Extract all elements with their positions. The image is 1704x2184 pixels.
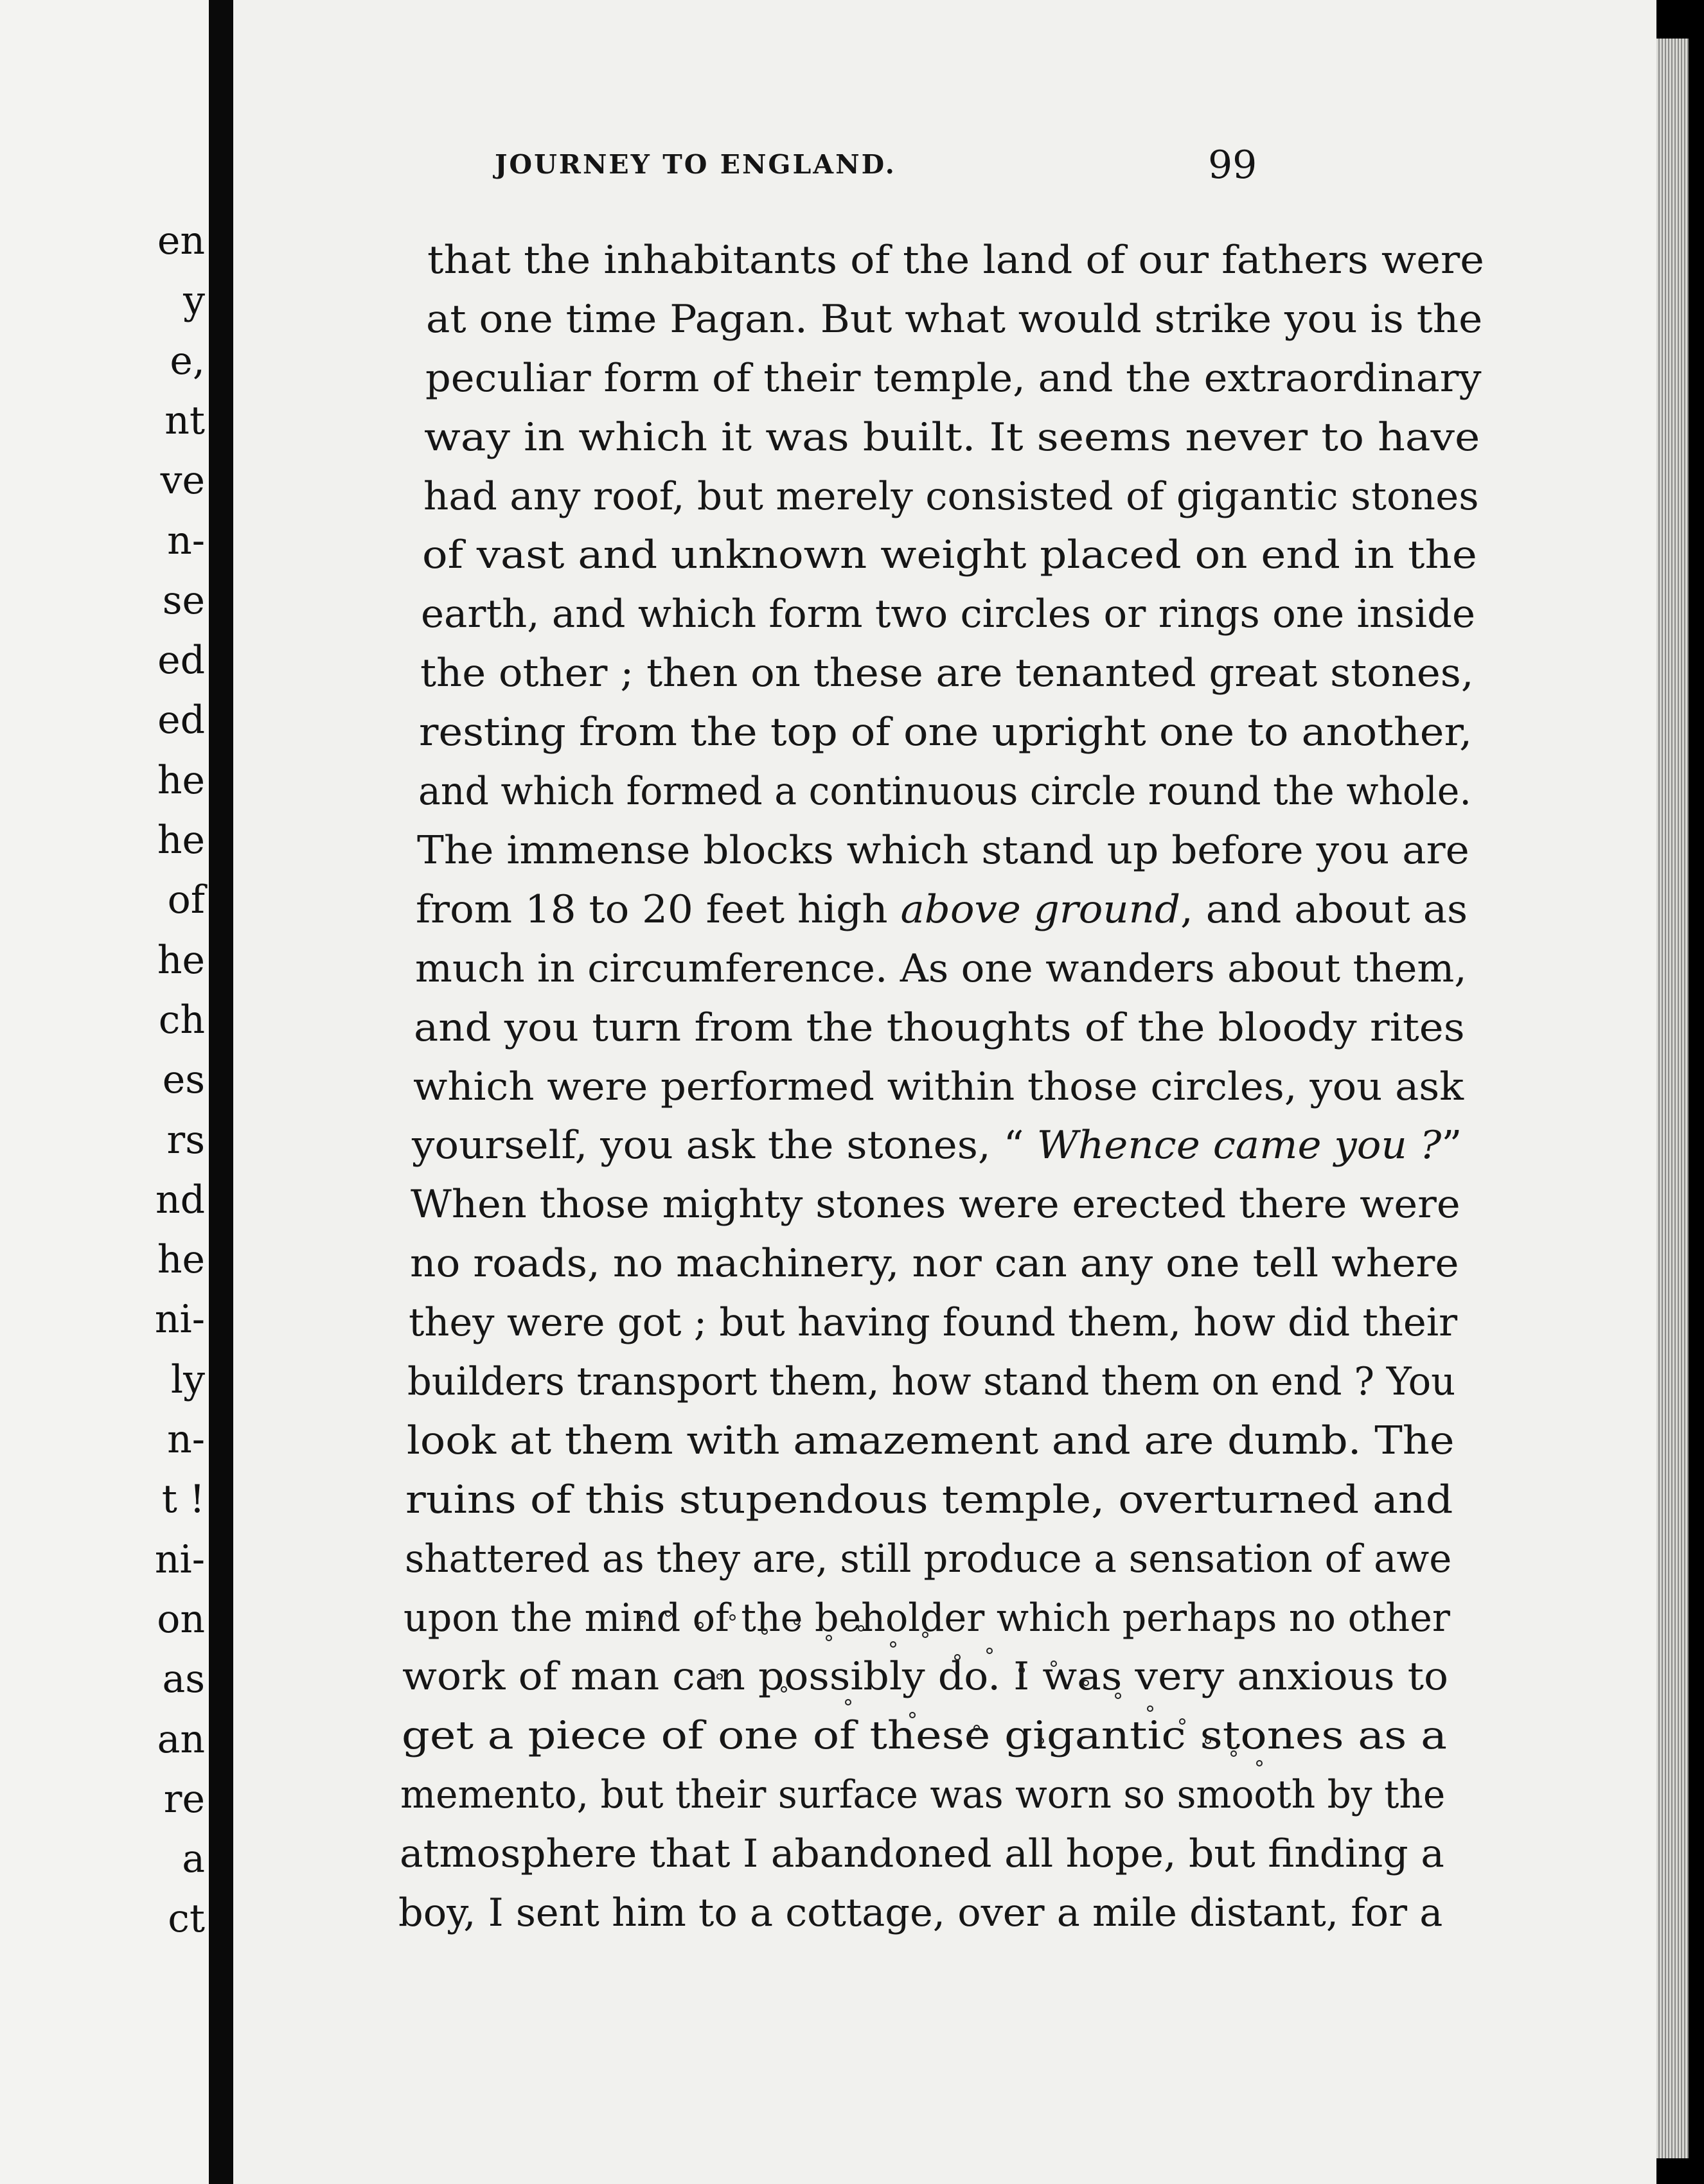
line-text: The immense blocks which stand up before you are	[416, 827, 1469, 873]
body-line	[406, 1418, 1455, 1463]
left-page-fragment: he	[157, 1237, 205, 1283]
book-gutter	[209, 0, 233, 2184]
left-page-fragment: e,	[170, 338, 205, 383]
line-text: no roads, no machinery, nor can any one tell where	[409, 1241, 1459, 1287]
line-text: yourself, you ask the stones, “	[411, 1123, 1037, 1168]
body-line	[401, 1713, 1447, 1759]
body-line	[404, 1536, 1451, 1581]
line-text: memento, but their surface was worn so smooth by the	[400, 1772, 1446, 1818]
body-line	[407, 1359, 1456, 1404]
left-page-fragment: re	[163, 1776, 205, 1822]
body-line	[426, 296, 1483, 342]
body-line	[422, 533, 1477, 578]
line-text: atmosphere that I abandoned all hope, but finding a	[399, 1831, 1444, 1877]
left-facing-page	[0, 0, 209, 2184]
left-page-fragment: se	[162, 577, 205, 623]
line-text: that the inhabitants of the land of our fathers were	[427, 238, 1484, 283]
line-text: way in which it was built. It seems never to have	[424, 414, 1480, 460]
line-text: earth, and which form two circles or rings one inside	[421, 592, 1476, 637]
line-text: work of man can possibly do. I was very anxious to	[402, 1654, 1449, 1700]
line-text: builders transport them, how stand them on end ? You	[407, 1359, 1456, 1404]
line-text: the other ; then on these are tenanted great stones,	[420, 651, 1474, 696]
line-text: When those mighty stones were erected there were	[411, 1182, 1460, 1228]
body-line	[425, 355, 1482, 401]
body-line	[416, 827, 1469, 873]
italic-text: above ground	[900, 886, 1181, 932]
page-edges	[1656, 39, 1689, 2158]
left-page-fragment: es	[162, 1057, 205, 1103]
line-text: boy, I sent him to a cottage, over a mile distant, for a	[398, 1890, 1443, 1935]
left-page-fragment: en	[157, 218, 205, 263]
left-page-fragment: n-	[167, 1417, 205, 1462]
body-line	[411, 1182, 1460, 1228]
italic-text: Whence came you ?	[1036, 1123, 1442, 1168]
line-text: had any roof, but merely consisted of gigantic stones	[423, 473, 1479, 519]
left-page-fragment: an	[157, 1716, 205, 1762]
body-line	[398, 1890, 1443, 1935]
left-page-fragment: rs	[166, 1117, 205, 1163]
line-text: shattered as they are, still produce a sensation of awe	[404, 1536, 1451, 1581]
left-page-fragment: ni-	[154, 1537, 205, 1582]
left-page-fragment: nt	[164, 398, 205, 443]
line-text: look at them with amazement and are dumb. The	[406, 1418, 1455, 1463]
line-text: resting from the top of one upright one to another,	[419, 710, 1473, 755]
body-line	[409, 1241, 1459, 1287]
left-page-fragment: y	[183, 278, 205, 324]
left-page-fragment: n-	[167, 518, 205, 563]
line-text: and which formed a continuous circle round the whole.	[418, 769, 1471, 815]
body-line	[405, 1477, 1453, 1522]
line-text: , and about as	[1180, 886, 1468, 932]
line-text: at one time Pagan. But what would strike you is the	[426, 296, 1483, 342]
line-text: peculiar form of their temple, and the extraordinary	[425, 355, 1482, 401]
line-text: much in circumference. As one wanders about them,	[414, 946, 1467, 991]
running-head: JOURNEY TO ENGLAND.	[495, 149, 896, 180]
body-line	[399, 1831, 1444, 1877]
left-page-fragment: of	[167, 877, 205, 923]
line-text: and you turn from the thoughts of the bloody rites	[414, 1005, 1465, 1050]
body-line	[427, 238, 1484, 283]
left-page-fragment: ly	[170, 1357, 205, 1402]
body-line	[414, 946, 1467, 991]
line-text: of vast and unknown weight placed on end in the	[422, 533, 1477, 578]
left-page-fragment: as	[162, 1657, 205, 1702]
left-page-fragment: a	[182, 1836, 205, 1882]
body-line	[423, 473, 1479, 519]
left-page-fragment: t !	[161, 1477, 205, 1522]
line-text: from 18 to 20 feet high	[416, 886, 901, 932]
body-line	[402, 1654, 1449, 1700]
left-page-fragment: nd	[155, 1177, 205, 1222]
left-page-fragment: he	[157, 757, 205, 803]
line-text: upon the mind of the beholder which perhaps no other	[404, 1595, 1450, 1641]
line-text: ”	[1441, 1123, 1462, 1168]
page-number: 99	[1208, 143, 1257, 188]
left-page-fragment: he	[157, 818, 205, 863]
line-text: they were got ; but having found them, how did their	[409, 1300, 1458, 1346]
line-text: get a piece of one of these gigantic stones as a	[401, 1713, 1447, 1759]
body-line	[413, 1064, 1464, 1109]
body-line	[421, 592, 1476, 637]
body-line	[409, 1300, 1458, 1346]
body-line	[424, 414, 1480, 460]
left-page-fragment: ni-	[154, 1297, 205, 1343]
left-page-fragment: ct	[168, 1896, 205, 1942]
body-line	[416, 886, 1468, 932]
left-page-fragment: ed	[157, 698, 205, 743]
left-page-fragment: ed	[157, 638, 205, 683]
left-page-fragment: on	[157, 1596, 205, 1642]
body-line	[418, 769, 1471, 815]
left-page-fragment: ve	[160, 458, 205, 504]
body-line	[420, 651, 1474, 696]
body-line	[400, 1772, 1446, 1818]
left-page-fragment: ch	[158, 997, 205, 1043]
line-text: ruins of this stupendous temple, overturned and	[405, 1477, 1453, 1522]
body-line	[404, 1595, 1450, 1641]
body-line	[419, 710, 1473, 755]
body-line	[411, 1123, 1462, 1168]
left-page-fragment: he	[157, 937, 205, 983]
line-text: which were performed within those circles, you ask	[413, 1064, 1464, 1109]
body-line	[414, 1005, 1465, 1050]
